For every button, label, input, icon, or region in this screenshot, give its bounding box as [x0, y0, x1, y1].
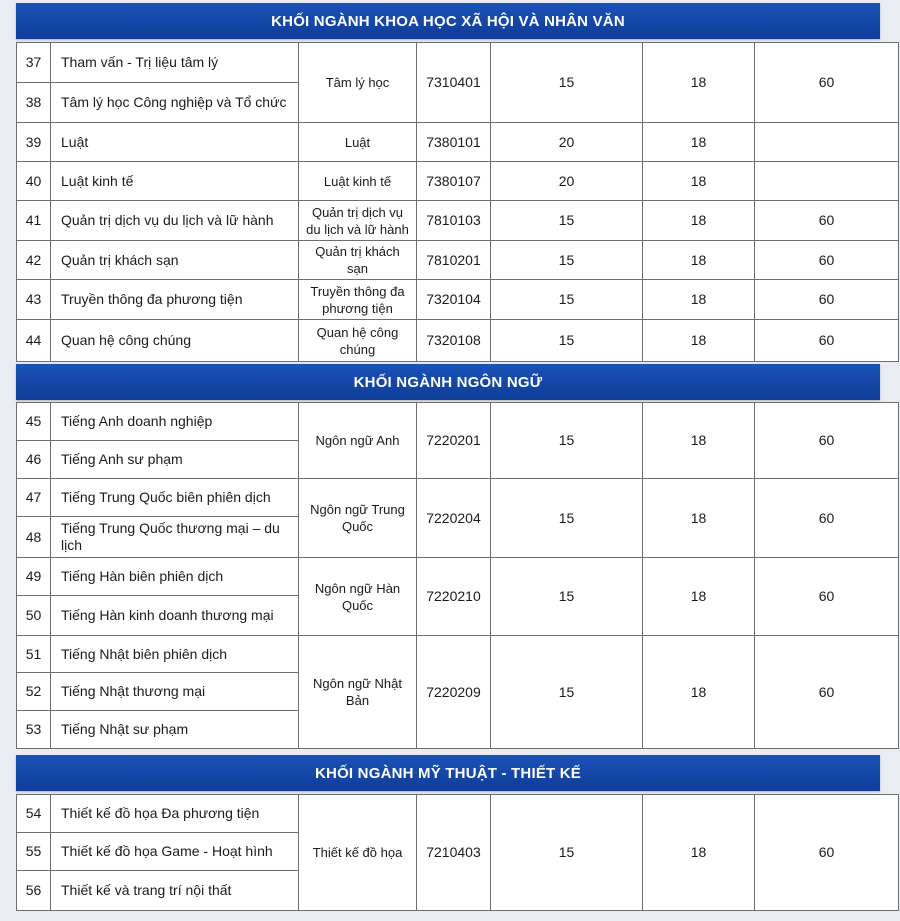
program-name: Tiếng Nhật thương mại: [51, 673, 299, 711]
value-col-b: 18: [643, 403, 755, 479]
major-name: Thiết kế đồ họa: [299, 795, 417, 911]
major-code: 7220201: [417, 403, 491, 479]
value-col-c: 60: [755, 403, 899, 479]
value-col-a: 15: [491, 201, 643, 241]
major-name: Luật: [299, 123, 417, 162]
row-number: 53: [17, 711, 51, 749]
major-name: Ngôn ngữ Hàn Quốc: [299, 558, 417, 636]
major-code: 7320108: [417, 320, 491, 362]
major-code: 7220209: [417, 636, 491, 749]
program-name: Tiếng Trung Quốc biên phiên dịch: [51, 479, 299, 517]
row-number: 52: [17, 673, 51, 711]
value-col-a: 15: [491, 43, 643, 123]
value-col-b: 18: [643, 241, 755, 280]
program-name: Tiếng Anh doanh nghiệp: [51, 403, 299, 441]
major-name: Quan hệ công chúng: [299, 320, 417, 362]
program-name: Luật kinh tế: [51, 162, 299, 201]
table-row: [17, 43, 899, 83]
value-col-c: [755, 162, 899, 201]
major-name: Ngôn ngữ Anh: [299, 403, 417, 479]
value-col-b: 18: [643, 558, 755, 636]
program-name: Quan hệ công chúng: [51, 320, 299, 362]
program-name: Quản trị dịch vụ du lịch và lữ hành: [51, 201, 299, 241]
section-table-fine-arts-design: [16, 794, 899, 911]
value-col-c: 60: [755, 558, 899, 636]
row-number: 54: [17, 795, 51, 833]
row-number: 48: [17, 517, 51, 558]
program-name: Tham vấn - Trị liệu tâm lý: [51, 43, 299, 83]
major-name: Ngôn ngữ Nhật Bản: [299, 636, 417, 749]
row-number: 38: [17, 83, 51, 123]
major-name: Ngôn ngữ Trung Quốc: [299, 479, 417, 558]
major-code: 7380101: [417, 123, 491, 162]
program-name: Thiết kế và trang trí nội thất: [51, 871, 299, 911]
value-col-c: 60: [755, 280, 899, 320]
value-col-b: 18: [643, 123, 755, 162]
major-code: 7220204: [417, 479, 491, 558]
section-header-social-sciences: KHỐI NGÀNH KHOA HỌC XÃ HỘI VÀ NHÂN VĂN: [16, 3, 880, 39]
major-code: 7810103: [417, 201, 491, 241]
value-col-c: [755, 123, 899, 162]
value-col-c: 60: [755, 795, 899, 911]
table-row: [17, 241, 899, 280]
value-col-a: 15: [491, 320, 643, 362]
major-name: Tâm lý học: [299, 43, 417, 123]
value-col-a: 20: [491, 123, 643, 162]
program-name: Tiếng Nhật biên phiên dịch: [51, 636, 299, 673]
table-row: [17, 280, 899, 320]
major-code: 7320104: [417, 280, 491, 320]
major-name: Luật kinh tế: [299, 162, 417, 201]
row-number: 50: [17, 596, 51, 636]
value-col-b: 18: [643, 795, 755, 911]
program-name: Quản trị khách sạn: [51, 241, 299, 280]
value-col-c: 60: [755, 241, 899, 280]
value-col-a: 15: [491, 241, 643, 280]
row-number: 49: [17, 558, 51, 596]
row-number: 37: [17, 43, 51, 83]
row-number: 43: [17, 280, 51, 320]
value-col-a: 20: [491, 162, 643, 201]
value-col-a: 15: [491, 280, 643, 320]
table-row: [17, 123, 899, 162]
table-row: [17, 162, 899, 201]
program-name: Luật: [51, 123, 299, 162]
program-name: Thiết kế đồ họa Đa phương tiện: [51, 795, 299, 833]
table-row: [17, 795, 899, 833]
value-col-b: 18: [643, 636, 755, 749]
value-col-b: 18: [643, 280, 755, 320]
program-name: Tiếng Trung Quốc thương mại – du lịch: [51, 517, 299, 558]
program-name: Thiết kế đồ họa Game - Hoạt hình: [51, 833, 299, 871]
row-number: 40: [17, 162, 51, 201]
program-name: Tâm lý học Công nghiệp và Tổ chức: [51, 83, 299, 123]
section-table-social-sciences: [16, 42, 899, 362]
program-name: Tiếng Hàn kinh doanh thương mại: [51, 596, 299, 636]
major-code: 7310401: [417, 43, 491, 123]
program-name: Tiếng Anh sư phạm: [51, 441, 299, 479]
value-col-c: 60: [755, 43, 899, 123]
value-col-c: 60: [755, 636, 899, 749]
row-number: 42: [17, 241, 51, 280]
row-number: 45: [17, 403, 51, 441]
table-row: [17, 403, 899, 441]
value-col-a: 15: [491, 558, 643, 636]
row-number: 39: [17, 123, 51, 162]
value-col-a: 15: [491, 479, 643, 558]
major-code: 7220210: [417, 558, 491, 636]
program-name: Truyền thông đa phương tiện: [51, 280, 299, 320]
program-name: Tiếng Hàn biên phiên dịch: [51, 558, 299, 596]
row-number: 46: [17, 441, 51, 479]
table-row: [17, 479, 899, 517]
value-col-b: 18: [643, 479, 755, 558]
value-col-b: 18: [643, 320, 755, 362]
row-number: 44: [17, 320, 51, 362]
row-number: 55: [17, 833, 51, 871]
table-row: [17, 558, 899, 596]
value-col-b: 18: [643, 43, 755, 123]
value-col-c: 60: [755, 320, 899, 362]
major-name: Quản trị khách sạn: [299, 241, 417, 280]
value-col-b: 18: [643, 201, 755, 241]
value-col-c: 60: [755, 201, 899, 241]
row-number: 41: [17, 201, 51, 241]
value-col-b: 18: [643, 162, 755, 201]
value-col-c: 60: [755, 479, 899, 558]
major-code: 7210403: [417, 795, 491, 911]
row-number: 56: [17, 871, 51, 911]
table-row: [17, 636, 899, 673]
program-name: Tiếng Nhật sư phạm: [51, 711, 299, 749]
value-col-a: 15: [491, 403, 643, 479]
row-number: 51: [17, 636, 51, 673]
section-table-languages: [16, 402, 899, 749]
section-header-languages: KHỐI NGÀNH NGÔN NGỮ: [16, 364, 880, 400]
major-name: Truyền thông đa phương tiện: [299, 280, 417, 320]
table-row: [17, 201, 899, 241]
value-col-a: 15: [491, 636, 643, 749]
table-row: [17, 320, 899, 362]
major-code: 7380107: [417, 162, 491, 201]
major-name: Quản trị dịch vụ du lịch và lữ hành: [299, 201, 417, 241]
row-number: 47: [17, 479, 51, 517]
value-col-a: 15: [491, 795, 643, 911]
major-code: 7810201: [417, 241, 491, 280]
section-header-fine-arts-design: KHỐI NGÀNH MỸ THUẬT - THIẾT KẾ: [16, 755, 880, 791]
